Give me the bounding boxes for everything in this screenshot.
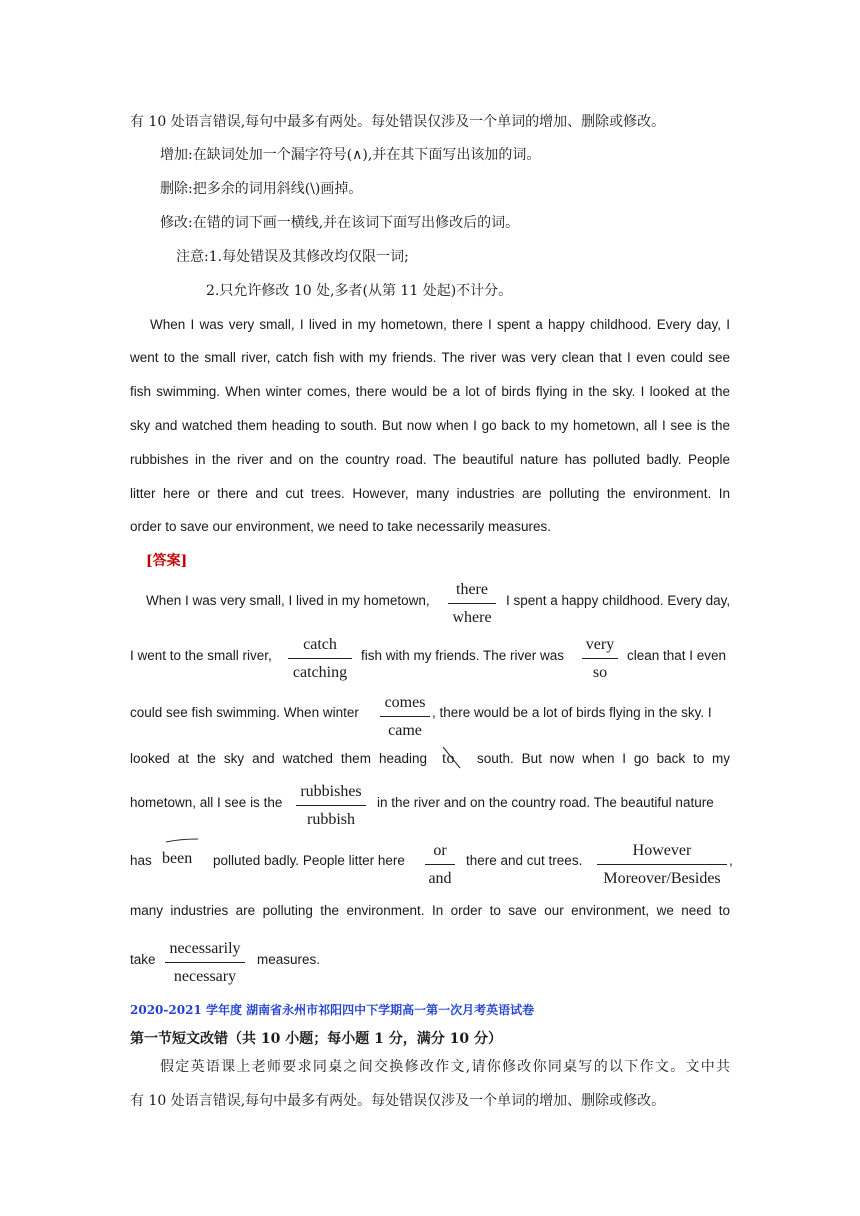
- wrong-word: or: [433, 842, 447, 859]
- instruction-note-1: 注意:1.每处错误及其修改均仅限一词;: [176, 249, 409, 265]
- corrected-word: rubbish: [307, 811, 355, 828]
- wrong-word: However: [632, 842, 692, 859]
- wrong-word: catch: [303, 636, 337, 653]
- correction-or-and: [425, 843, 455, 887]
- passage-line: fish swimming. When winter comes, there would be a lot of birds flying in the sky. I looked at the: [130, 384, 730, 399]
- passage-line: litter here or there and cut trees. However, many industries are polluting the environment. In: [130, 486, 730, 501]
- instruction-modify: 修改:在错的词下画一横线,并在该词下面写出修改后的词。: [160, 215, 520, 231]
- struck-word: to: [442, 750, 455, 767]
- wrong-word: rubbishes: [300, 783, 362, 800]
- insertion-mark-icon: [160, 836, 202, 844]
- instruction-delete: 删除:把多余的词用斜线(\)画掉。: [160, 181, 363, 197]
- corrected-word: Moreover/Besides: [603, 870, 721, 887]
- wrong-word: there: [456, 581, 488, 598]
- answer-text: looked at the sky and watched them heading: [130, 751, 427, 766]
- corrected-word: necessary: [173, 968, 237, 985]
- wrong-word: necessarily: [169, 940, 241, 957]
- answer-text: polluted badly. People litter here: [213, 853, 405, 868]
- answer-text: clean that I even: [627, 648, 727, 663]
- strike-slash-icon: [441, 746, 461, 770]
- passage-line: rubbishes in the river and on the country road. The beautiful nature has polluted badly. People: [130, 452, 730, 467]
- deleted-word-to: [441, 746, 461, 770]
- answer-text: many industries are polluting the environment. In order to save our environment, we need to: [130, 903, 730, 918]
- answer-text: , there would be a lot of birds flying in the sky. I: [432, 705, 712, 720]
- answer-text: I went to the small river,: [130, 648, 272, 663]
- corrected-word: so: [592, 664, 608, 681]
- answer-text: ,: [729, 853, 733, 868]
- correction-however-moreover: [597, 843, 727, 887]
- answer-text: hometown, all I see is the: [130, 795, 283, 810]
- answer-text: take: [130, 952, 156, 967]
- corrected-word: where: [452, 609, 492, 626]
- wrong-word: comes: [384, 694, 426, 711]
- correction-catch-catching: [288, 637, 352, 681]
- passage-line: When I was very small, I lived in my hometown, there I spent a happy childhood. Every day, I: [150, 317, 730, 332]
- answer-text: I spent a happy childhood. Every day,: [506, 593, 731, 608]
- correction-comes-came: [380, 695, 430, 739]
- corrected-word: catching: [292, 664, 348, 681]
- answer-text: When I was very small, I lived in my hometown,: [146, 593, 430, 608]
- correction-rubbishes-rubbish: [296, 784, 366, 828]
- section-heading: 第一节短文改错（共 10 小题；每小题 1 分，满分 10 分）: [130, 1031, 502, 1047]
- answer-text: fish with my friends. The river was: [361, 648, 565, 663]
- answer-text: measures.: [257, 952, 321, 967]
- answer-text: south. But now when I go back to my: [477, 751, 730, 766]
- corrected-word: came: [388, 722, 422, 739]
- answer-label: [答案]: [146, 553, 188, 569]
- correction-very-so: [582, 637, 618, 681]
- passage-line: sky and watched them heading to south. But now when I go back to my hometown, all I see is the: [130, 418, 730, 433]
- correction-necessarily-necessary: [165, 941, 245, 985]
- passage-line: went to the small river, catch fish with my friends. The river was very clean that I even could see: [130, 350, 730, 365]
- section-paragraph-line: 假定英语课上老师要求同桌之间交换修改作文,请你修改你同桌写的以下作文。文中共: [160, 1059, 730, 1075]
- inserted-word-been: [160, 836, 202, 866]
- answer-text: could see fish swimming. When winter: [130, 705, 359, 720]
- instruction-note-2: 2.只允许修改 10 处,多者(从第 11 处起)不计分。: [206, 283, 513, 299]
- corrected-word: and: [428, 870, 452, 887]
- correction-there-where: [448, 582, 496, 626]
- passage-line: order to save our environment, we need to take necessarily measures.: [130, 519, 551, 534]
- added-word: been: [162, 850, 193, 867]
- answer-text: there and cut trees.: [466, 853, 583, 868]
- section-paragraph-line: 有 10 处语言错误,每句中最多有两处。每处错误仅涉及一个单词的增加、删除或修改。: [130, 1093, 666, 1109]
- answer-text: has: [130, 853, 152, 868]
- instruction-add: 增加:在缺词处加一个漏字符号(∧),并在其下面写出该加的词。: [160, 147, 541, 163]
- exam-source-title: 2020-2021 学年度 湖南省永州市祁阳四中下学期高一第一次月考英语试卷: [130, 1003, 535, 1017]
- wrong-word: very: [585, 636, 615, 653]
- answer-text: in the river and on the country road. The beautiful nature: [377, 795, 714, 810]
- instruction-line: 有 10 处语言错误,每句中最多有两处。每处错误仅涉及一个单词的增加、删除或修改。: [130, 114, 666, 130]
